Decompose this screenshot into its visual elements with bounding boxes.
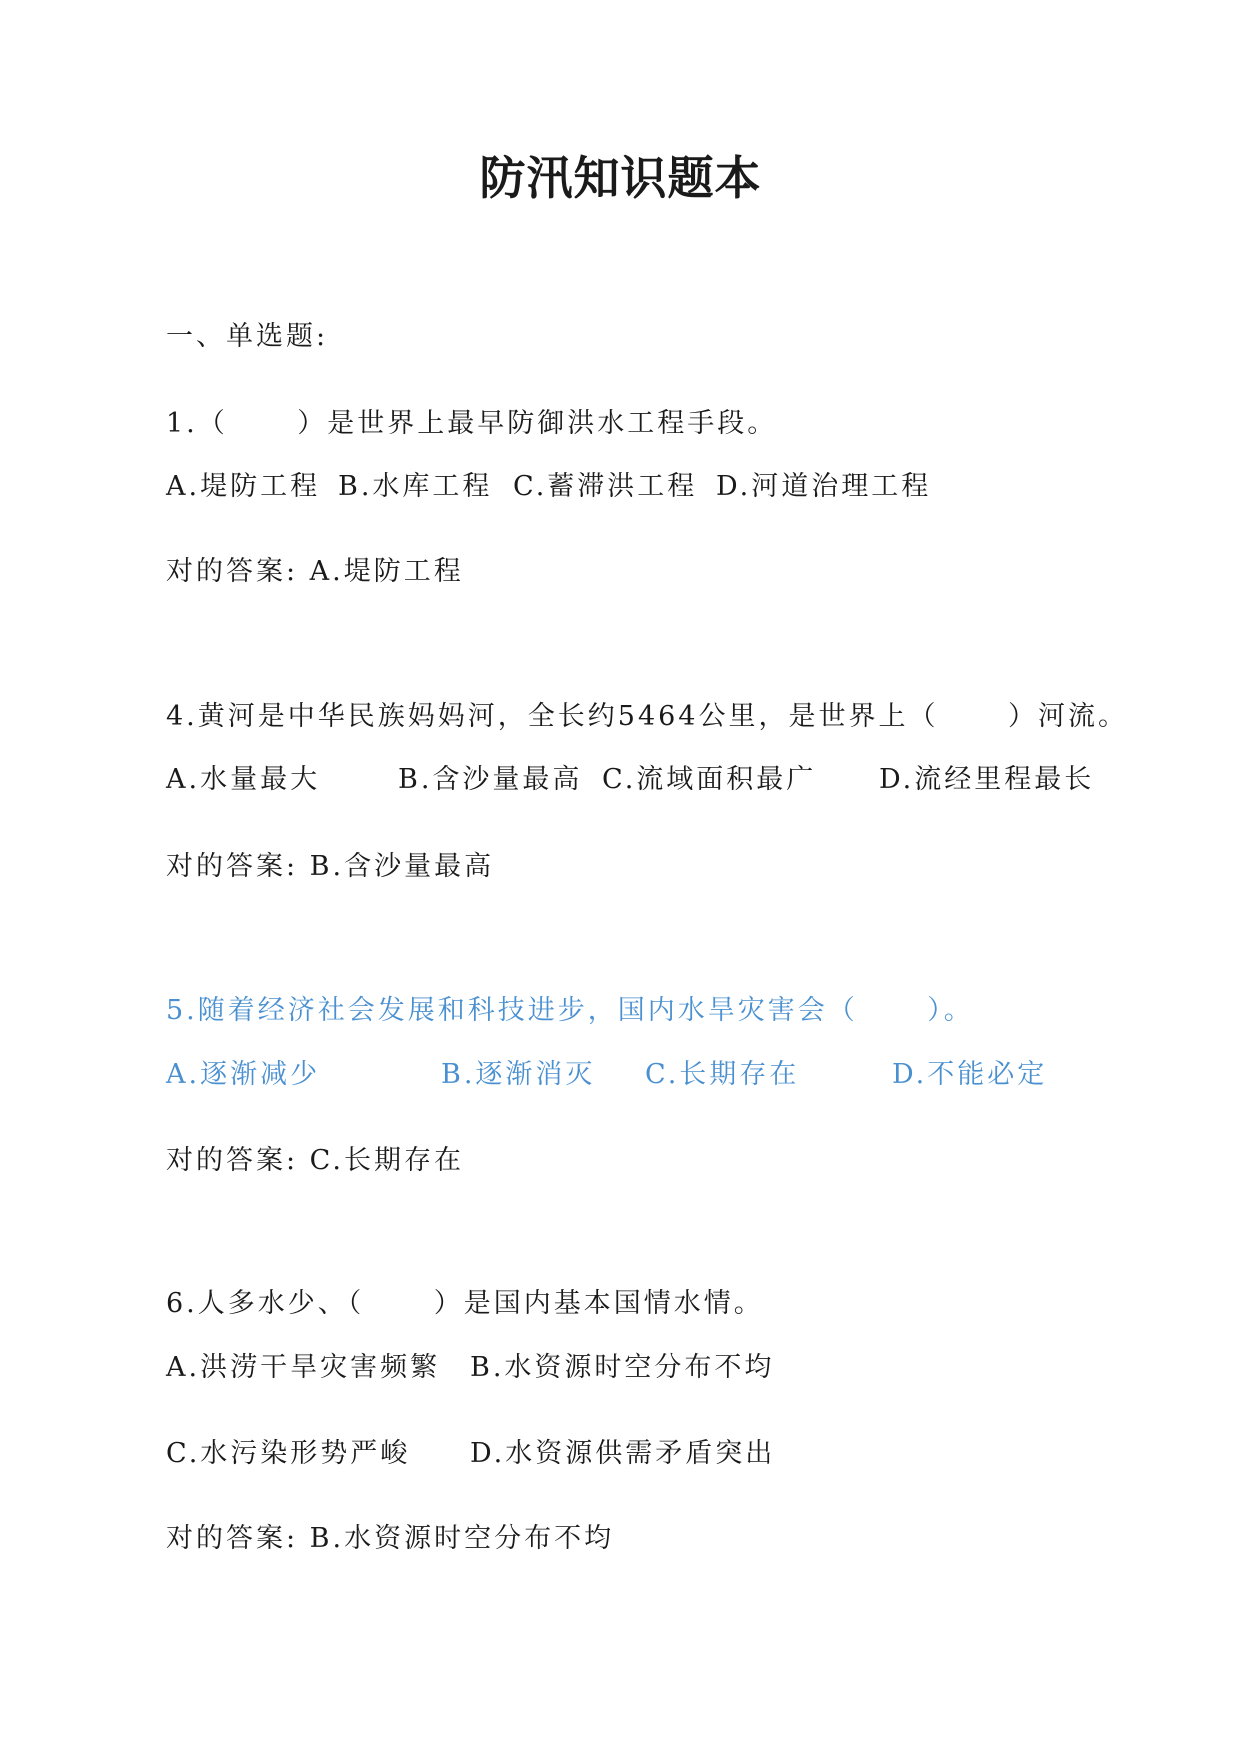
question-4-option-c: C.流域面积最广 bbox=[602, 764, 817, 795]
section-heading: 一、单选题: bbox=[166, 321, 329, 352]
question-6-answer: 对的答案: B.水资源时空分布不均 bbox=[166, 1523, 615, 1554]
question-5-option-d: D.不能必定 bbox=[892, 1059, 1048, 1090]
question-4-answer: 对的答案: B.含沙量最高 bbox=[166, 851, 495, 882]
question-1-stem: 1.（ ）是世界上最早防御洪水工程手段。 bbox=[166, 408, 778, 439]
question-1-option-d: D.河道治理工程 bbox=[716, 471, 932, 502]
question-5-option-c: C.长期存在 bbox=[645, 1059, 800, 1090]
question-5-answer: 对的答案: C.长期存在 bbox=[166, 1145, 464, 1176]
document-title: 防汛知识题本 bbox=[479, 151, 762, 205]
question-6-option-a: A.洪涝干旱灾害频繁 bbox=[166, 1352, 441, 1383]
question-4-stem: 4.黄河是中华民族妈妈河，全长约5464公里，是世界上（ ）河流。 bbox=[166, 701, 1128, 732]
question-1-option-c: C.蓄滞洪工程 bbox=[513, 471, 698, 502]
question-5-option-a: A.逐渐减少 bbox=[166, 1059, 321, 1090]
question-5-stem: 5.随着经济社会发展和科技进步，国内水旱灾害会（ ）。 bbox=[166, 995, 974, 1026]
question-1-answer: 对的答案: A.堤防工程 bbox=[166, 556, 464, 587]
question-1-option-b: B.水库工程 bbox=[338, 471, 493, 502]
question-6-option-b: B.水资源时空分布不均 bbox=[470, 1352, 775, 1383]
question-4-option-d: D.流经里程最长 bbox=[879, 764, 1095, 795]
question-6-stem: 6.人多水少、（ ）是国内基本国情水情。 bbox=[166, 1288, 764, 1319]
question-1-option-a: A.堤防工程 bbox=[166, 471, 321, 502]
question-4-option-a: A.水量最大 bbox=[166, 764, 321, 795]
question-6-option-d: D.水资源供需矛盾突出 bbox=[470, 1438, 776, 1469]
question-4-option-b: B.含沙量最高 bbox=[398, 764, 583, 795]
question-6-option-c: C.水污染形势严峻 bbox=[166, 1438, 411, 1469]
question-5-option-b: B.逐渐消灭 bbox=[441, 1059, 596, 1090]
